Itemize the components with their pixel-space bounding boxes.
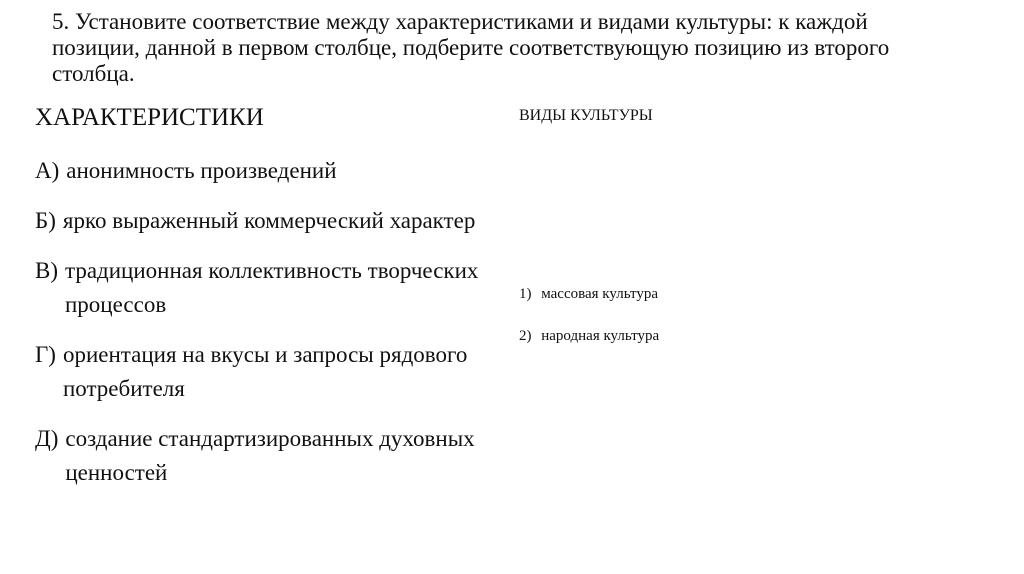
characteristic-item-d (35, 422, 485, 490)
characteristic-letter: А) (35, 158, 60, 183)
characteristic-item-a (35, 154, 485, 188)
culture-types-list (519, 284, 979, 346)
culture-type-item-2 (519, 326, 979, 346)
characteristic-item-v (35, 254, 485, 322)
characteristic-text: традиционная коллективность творческих процессов (65, 258, 479, 317)
culture-type-text: массовая культура (541, 286, 658, 302)
culture-type-text: народная культура (541, 328, 660, 344)
characteristic-letter: В) (35, 258, 58, 283)
culture-type-item-1 (519, 284, 979, 304)
characteristic-text: ярко выраженный коммерческий характер (62, 208, 476, 233)
culture-types-heading: ВИДЫ КУЛЬТУРЫ (519, 107, 653, 124)
question-text: 5. Установите соответствие между характеристиками и видами культуры: к каждой позиции, данной в первом столбце, подберите соответствующую позицию из второго столбца. (52, 9, 890, 86)
characteristic-letter: Г) (35, 342, 56, 367)
characteristics-heading: ХАРАКТЕРИСТИКИ (35, 104, 264, 131)
culture-type-number: 1) (519, 286, 532, 302)
culture-type-number: 2) (519, 328, 532, 344)
characteristic-item-g (35, 338, 485, 406)
characteristics-column (35, 102, 485, 506)
characteristic-item-b (35, 204, 485, 238)
culture-types-column (519, 106, 979, 368)
characteristic-text: создание стандартизированных духовных ценностей (65, 426, 475, 485)
characteristic-text: ориентация на вкусы и запросы рядового потребителя (62, 342, 468, 401)
characteristic-text: анонимность произведений (66, 158, 337, 183)
characteristic-letter: Д) (35, 426, 59, 451)
characteristic-letter: Б) (35, 208, 56, 233)
